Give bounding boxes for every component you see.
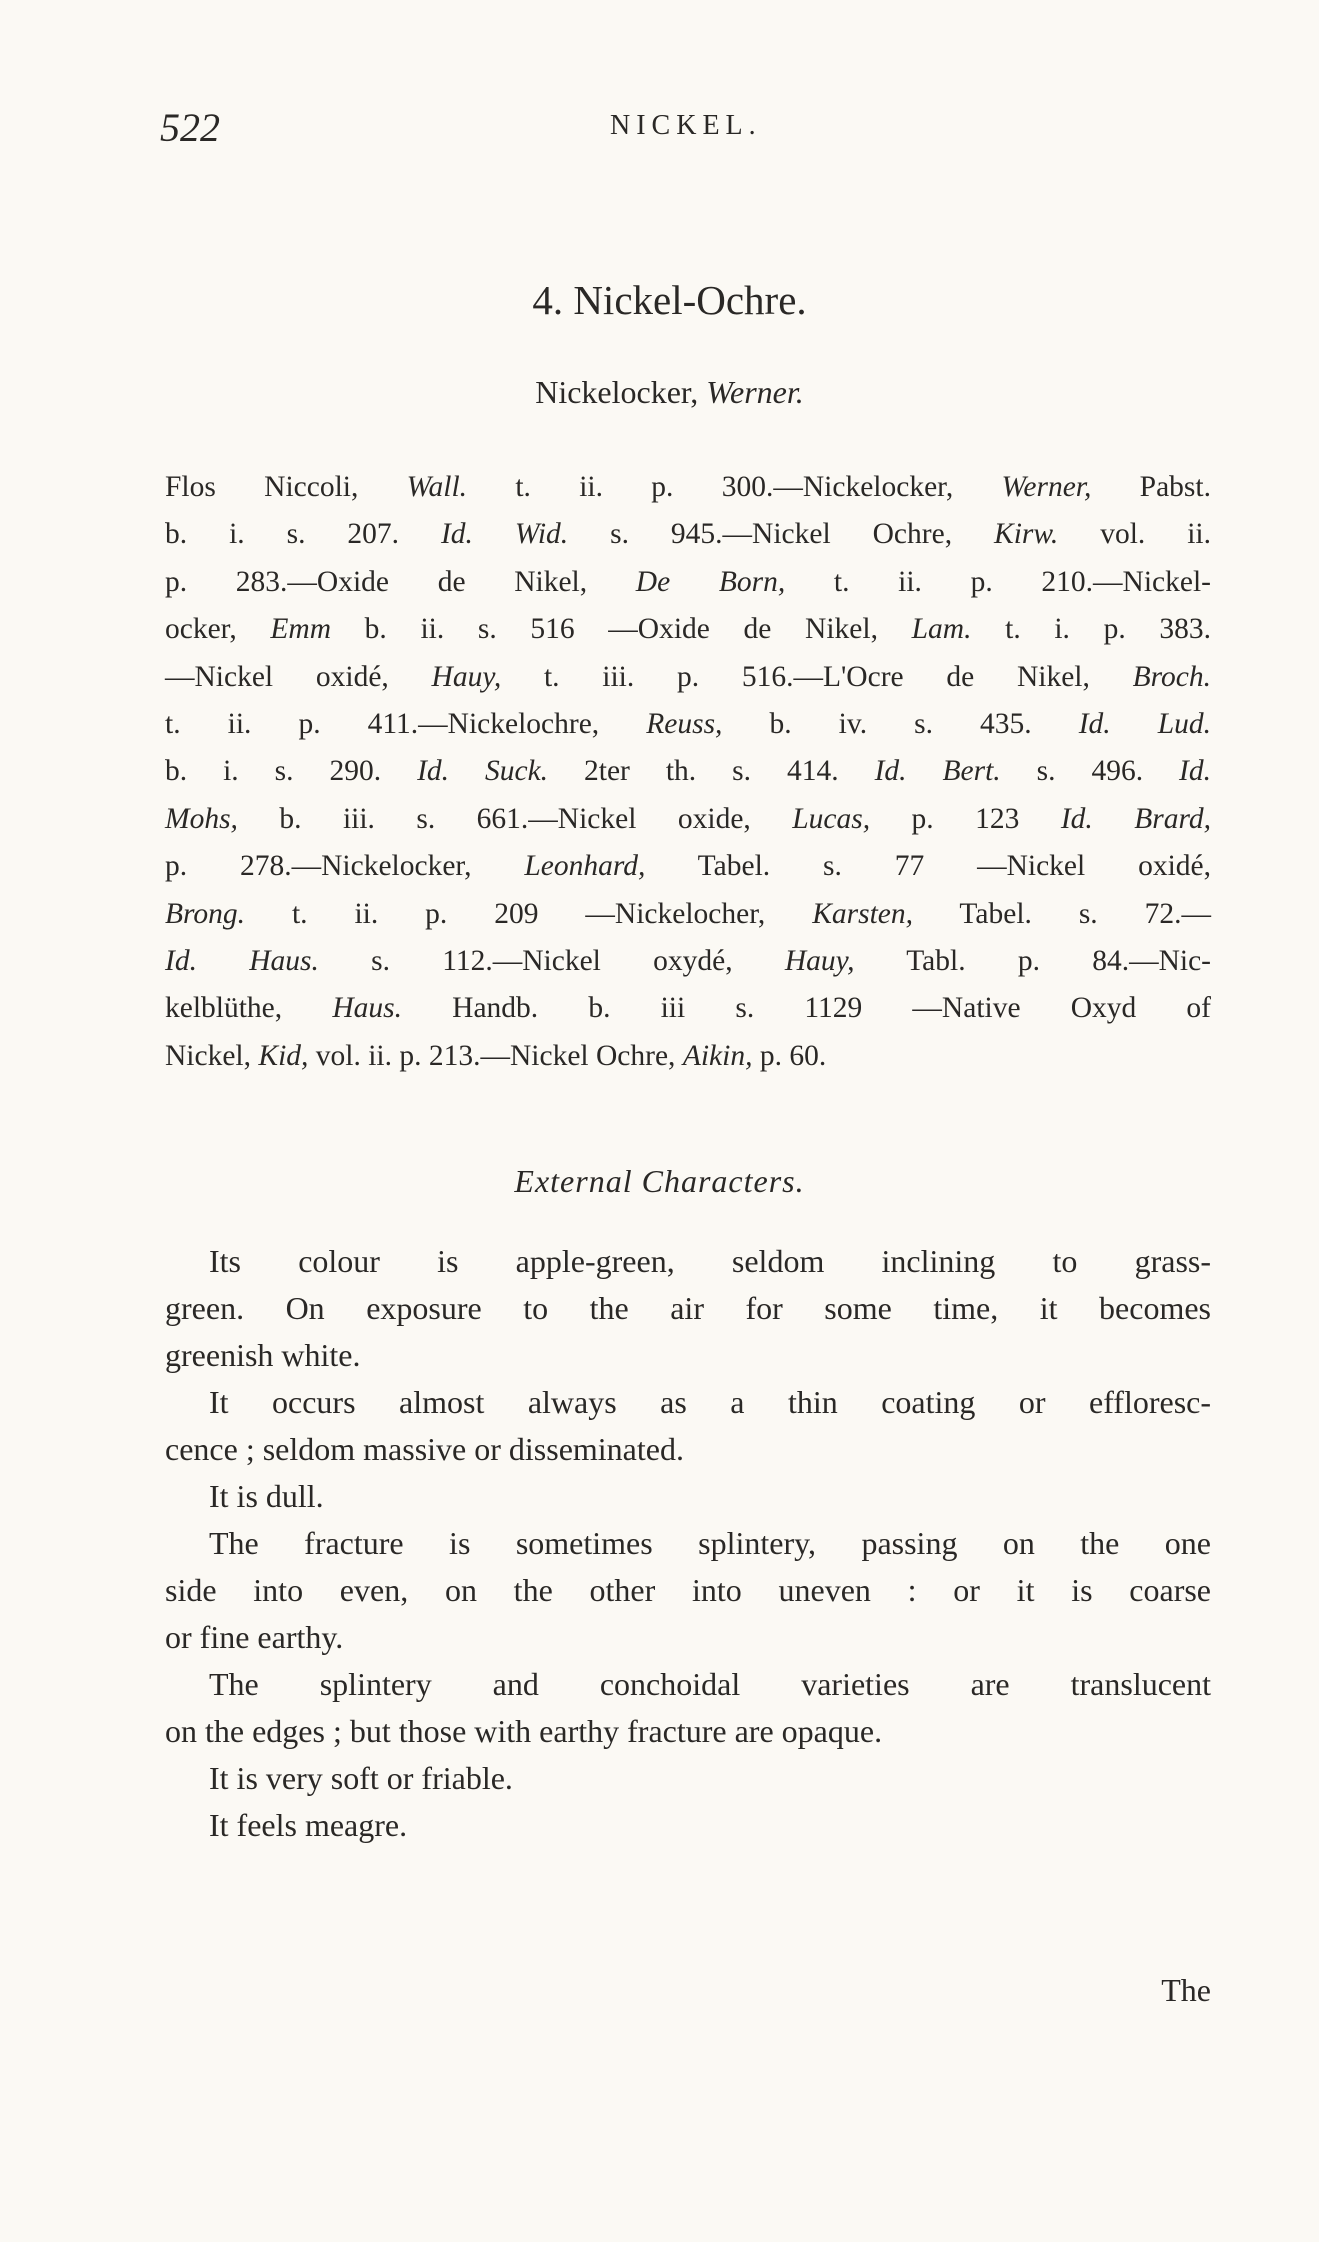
paragraph-line: cence ; seldom massive or disseminated. [165, 1431, 684, 1467]
subheading-authority: Werner. [706, 374, 804, 410]
running-head [160, 104, 1200, 154]
citation-text: b. i. s. 207. [165, 518, 441, 551]
citation-text: s. 945.—Nickel Ochre, [568, 518, 995, 551]
citation-text: vol. ii. p. 213.—Nickel Ochre, [308, 1039, 683, 1072]
paragraph-line: or fine earthy. [165, 1619, 344, 1655]
citation-text: p. 283.—Oxide de Nikel, [165, 565, 636, 598]
description-paragraph [165, 1473, 1211, 1520]
paragraph-line: It feels meagre. [209, 1807, 408, 1843]
paragraph-line: It occurs almost always as a thin coating or effloresc- [209, 1384, 1211, 1420]
synonymy-line [165, 843, 1211, 890]
citation-text: b. ii. s. 516 —Oxide de Nikel, [331, 613, 912, 646]
paragraph-line: side into even, on the other into uneven : or it is coarse [165, 1572, 1211, 1608]
citation-italic: Aikin, [682, 1039, 753, 1072]
citation-text: Tabl. p. 84.—Nic- [854, 945, 1211, 978]
citation-text: t. ii. p. 209 —Nickelocher, [245, 897, 813, 930]
citation-text: t. ii. p. 210.—Nickel- [785, 565, 1211, 598]
paragraph-line: The splintery and conchoidal varieties are translucent [209, 1666, 1211, 1702]
section-heading: 4. Nickel-Ochre. [532, 277, 807, 323]
paragraph-line: It is very soft or friable. [209, 1760, 513, 1796]
paragraph-line: on the edges ; but those with earthy fracture are opaque. [165, 1713, 883, 1749]
citation-italic: Werner, [1001, 471, 1092, 503]
citation-italic: Mohs, [165, 802, 238, 835]
description-paragraph [165, 1238, 1211, 1379]
citation-italic: Id. Lud. [1078, 708, 1212, 741]
page-number: 522 [160, 105, 220, 150]
citation-italic: Leonhard, [524, 850, 646, 883]
citation-italic: Lam. [911, 613, 972, 646]
citation-text: Pabst. [1091, 471, 1211, 503]
running-title: NICKEL. [610, 110, 762, 141]
citation-text: p. 278.—Nickelocker, [165, 850, 525, 883]
paragraph-line: greenish white. [165, 1337, 361, 1373]
subheading-name: Nickelocker, [535, 374, 707, 410]
catchword: The [1161, 1972, 1211, 2008]
citation-text: Handb. b. iii s. 1129 —Native Oxyd of [401, 992, 1211, 1025]
citation-italic: Kirw. [994, 518, 1059, 551]
citation-italic: Haus. [332, 992, 402, 1025]
citation-text: t. i. p. 383. [971, 613, 1211, 646]
citation-text: b. i. s. 290. [165, 755, 418, 788]
subheading [0, 374, 1319, 411]
citation-italic: Hauy, [784, 945, 855, 978]
citation-text: ocker, [165, 613, 271, 646]
description-paragraph [165, 1802, 1211, 1849]
synonymy-line [165, 464, 1211, 511]
description-paragraph [165, 1661, 1211, 1755]
citation-italic: De Born, [635, 565, 786, 598]
synonymy-line [165, 796, 1211, 843]
citation-italic: Brong. [165, 897, 246, 930]
synonymy-line [165, 938, 1211, 985]
citation-text: t. ii. p. 300.—Nickelocker, [467, 471, 1002, 503]
synonymy-line [165, 891, 1211, 938]
citation-text: Nickel, [165, 1039, 259, 1072]
citation-text: vol. ii. [1058, 518, 1211, 551]
paragraph-line: green. On exposure to the air for some time, it becomes [165, 1290, 1211, 1326]
citation-text: Tabel. s. 77 —Nickel oxidé, [645, 850, 1212, 883]
citation-text: b. iii. s. 661.—Nickel oxide, [237, 802, 793, 835]
citation-italic: Kid, [258, 1039, 309, 1072]
citation-italic: Broch. [1132, 660, 1211, 693]
paragraph-line: The fracture is sometimes splintery, passing on the one [209, 1525, 1211, 1561]
citation-text: Flos Niccoli, [165, 471, 407, 503]
description-paragraph [165, 1755, 1211, 1802]
citation-italic: Hauy, [431, 660, 502, 693]
citation-text: t. iii. p. 516.—L'Ocre de Nikel, [501, 660, 1133, 693]
citation-italic: Id. Suck. [417, 755, 549, 788]
citation-text: p. 60. [752, 1039, 827, 1072]
citation-text: s. 496. [1000, 755, 1180, 788]
citation-text: Tabel. s. 72.— [913, 897, 1211, 930]
citation-italic: Karsten, [812, 897, 914, 930]
synonymy-line [165, 1033, 1211, 1080]
citation-italic: Lucas, [792, 802, 871, 835]
description-paragraph [165, 1520, 1211, 1661]
synonymy-line [165, 701, 1211, 748]
description-paragraph [165, 1379, 1211, 1473]
citation-italic: Id. Wid. [440, 518, 569, 551]
citation-text: b. iv. s. 435. [722, 708, 1079, 741]
synonymy-block [165, 464, 1211, 1080]
synonymy-line [165, 606, 1211, 653]
citation-text: —Nickel oxidé, [165, 660, 432, 693]
citation-text: p. 123 [870, 802, 1061, 835]
citation-italic: Id. Haus. [165, 945, 319, 978]
citation-italic: Id. Brard, [1060, 802, 1212, 835]
synonymy-line [165, 985, 1211, 1032]
citation-text: 2ter th. s. 414. [548, 755, 875, 788]
citation-italic: Id. [1179, 755, 1211, 788]
citation-text: t. ii. p. 411.—Nickelochre, [165, 708, 647, 741]
description-body [165, 1238, 1211, 1849]
synonymy-line [165, 559, 1211, 606]
citation-italic: Id. Bert. [874, 755, 1001, 788]
citation-text: kelblüthe, [165, 992, 333, 1025]
paragraph-line: It is dull. [209, 1478, 324, 1514]
citation-italic: Emm [270, 613, 332, 646]
external-characters-heading: External Characters. [514, 1163, 805, 1199]
citation-italic: Wall. [406, 471, 468, 503]
citation-italic: Reuss, [646, 708, 723, 741]
synonymy-line [165, 511, 1211, 558]
paragraph-line: Its colour is apple-green, seldom inclining to grass- [209, 1243, 1211, 1279]
citation-text: s. 112.—Nickel oxydé, [318, 945, 785, 978]
synonymy-line [165, 654, 1211, 701]
synonymy-line [165, 748, 1211, 795]
